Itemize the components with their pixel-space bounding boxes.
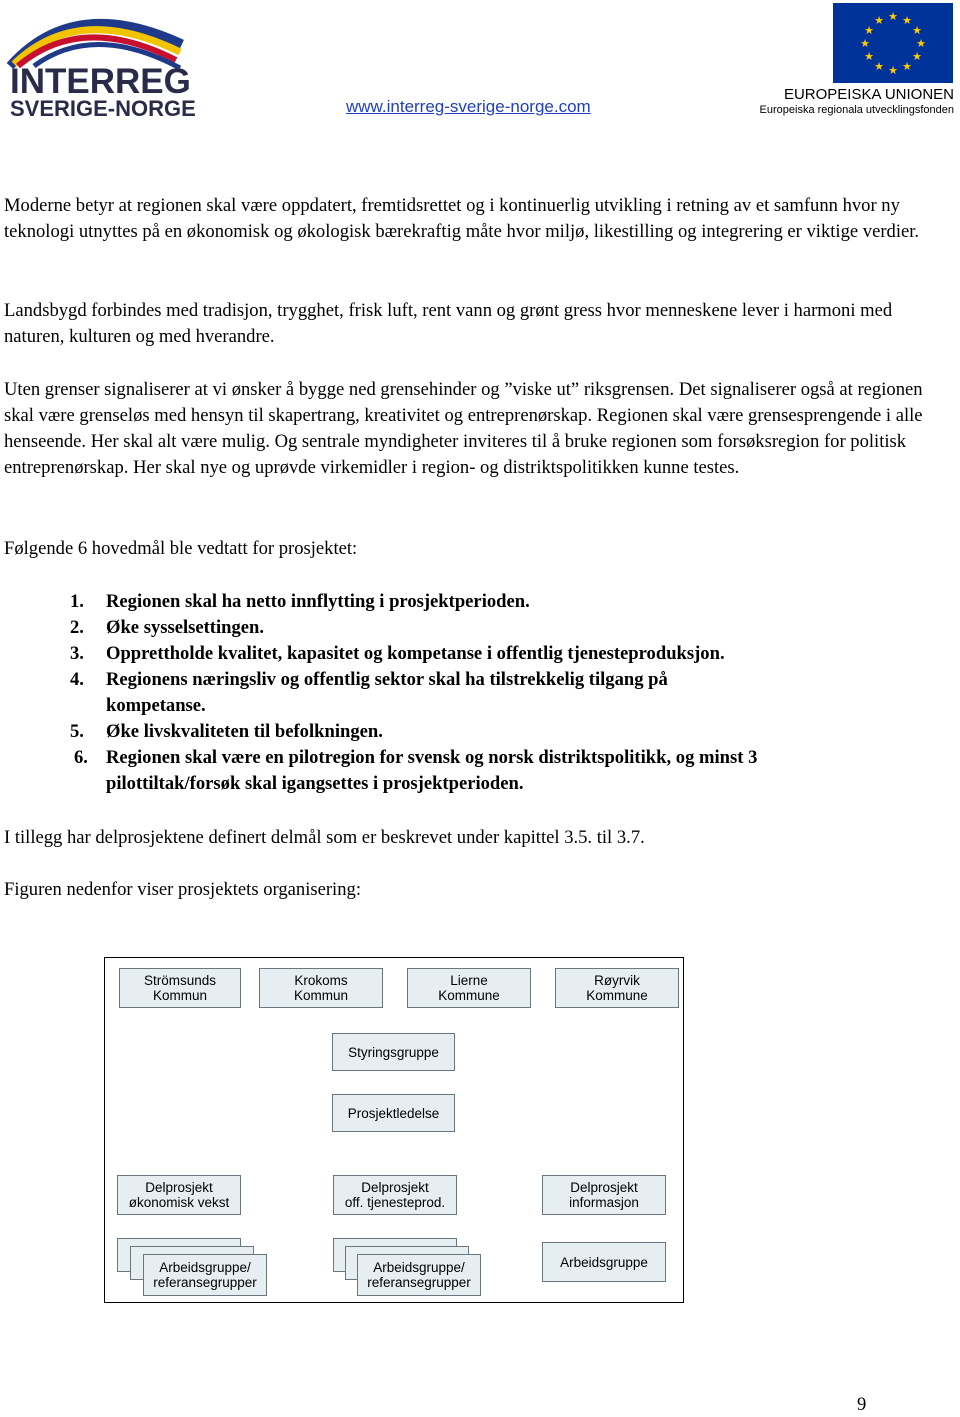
svg-text:★: ★ [888, 10, 898, 23]
svg-text:★: ★ [902, 60, 912, 73]
logo-title: INTERREG [10, 62, 191, 101]
org-box-delprosjekt-okonomisk: Delprosjekt økonomisk vekst [117, 1175, 241, 1215]
goal-item: 3. Opprettholde kvalitet, kapasitet og kompetanse i offentlig tjenesteproduksjon. [70, 643, 725, 664]
page-number: 9 [857, 1394, 867, 1415]
interreg-logo [4, 4, 204, 122]
eu-name: EUROPEISKA UNIONEN [783, 86, 954, 103]
svg-text:★: ★ [916, 37, 926, 50]
paragraph-moderne: Moderne betyr at regionen skal være oppdatert, fremtidsrettet og i kontinuerlig utvikling i retning av et samfunn hvor ny teknologi utnyttes på en økonomisk og økologisk bærekraftig måte hvor miljø, likestilling og integrering er viktige verdier. [4, 195, 920, 242]
svg-text:★: ★ [902, 14, 912, 27]
goal-item: 2. Øke sysselsettingen. [70, 617, 265, 638]
svg-text:★: ★ [874, 60, 884, 73]
org-box-royrvik: Røyrvik Kommune [555, 968, 679, 1008]
org-box-arbeidsgruppe-2: Arbeidsgruppe/ referansegrupper [357, 1254, 481, 1296]
svg-text:★: ★ [912, 24, 922, 37]
eu-flag-icon [833, 3, 953, 83]
goal-item: 5. Øke livskvaliteten til befolkningen. [70, 721, 383, 742]
org-box-stromsunds: Strömsunds Kommun [119, 968, 241, 1008]
org-box-krokoms: Krokoms Kommun [259, 968, 383, 1008]
org-box-arbeidsgruppe-3: Arbeidsgruppe [542, 1242, 666, 1282]
eu-fund: Europeiska regionala utvecklingsfonden [759, 104, 954, 116]
paragraph-uten-grenser: Uten grenser signaliserer at vi ønsker å bygge ned grensehinder og ”viske ut” riksgrensen. Det signaliserer også at regionen skal være grenseløs med hensyn til skapertrang, kreativitet og entreprenørskap. Regionen skal være grensesprengende i alle henseende. Her skal alt være mulig. Og sentrale myndigheter inviteres til å bruke regionen som forsøksregion for politisk entreprenørskap. Her skal nye og uprøvde virkemidler i region- og distriktspolitikken kunne testes. [4, 379, 923, 478]
goals-list [70, 589, 930, 797]
goal-item: 4. Regionens næringsliv og offentlig sektor skal ha tilstrekkelig tilgang på kompetanse. [70, 669, 668, 716]
paragraph-goals-intro: Følgende 6 hovedmål ble vedtatt for prosjektet: [4, 538, 358, 559]
website-link[interactable]: www.interreg-sverige-norge.com [346, 97, 591, 116]
goal-item: 1. Regionen skal ha netto innflytting i prosjektperioden. [70, 591, 530, 612]
org-box-arbeidsgruppe-1: Arbeidsgruppe/ referansegrupper [143, 1254, 267, 1296]
org-box-delprosjekt-tjenesteprod: Delprosjekt off. tjenesteprod. [333, 1175, 457, 1215]
org-chart [104, 957, 684, 1303]
paragraph-figure-intro: Figuren nedenfor viser prosjektets organisering: [4, 879, 361, 900]
svg-text:★: ★ [864, 50, 874, 63]
svg-text:★: ★ [874, 14, 884, 27]
org-box-prosjektledelse: Prosjektledelse [332, 1094, 455, 1132]
paragraph-landsbygd: Landsbygd forbindes med tradisjon, trygghet, frisk luft, rent vann og grønt gress hvor menneskene lever i harmoni med naturen, kulturen og med hverandre. [4, 300, 893, 347]
svg-text:★: ★ [912, 50, 922, 63]
svg-text:★: ★ [888, 64, 898, 77]
svg-text:★: ★ [864, 24, 874, 37]
paragraph-delmal: I tillegg har delprosjektene definert delmål som er beskrevet under kapittel 3.5. til 3.7. [4, 827, 645, 848]
goal-item: 6. Regionen skal være en pilotregion for svensk og norsk distriktspolitikk, og minst 3 pilottiltak/forsøk skal igangsettes i prosjektperioden. [74, 747, 758, 794]
logo-subtitle: SVERIGE-NORGE [10, 96, 196, 121]
org-box-lierne: Lierne Kommune [407, 968, 531, 1008]
org-box-styringsgruppe: Styringsgruppe [332, 1033, 455, 1071]
org-box-delprosjekt-informasjon: Delprosjekt informasjon [542, 1175, 666, 1215]
svg-text:★: ★ [860, 37, 870, 50]
